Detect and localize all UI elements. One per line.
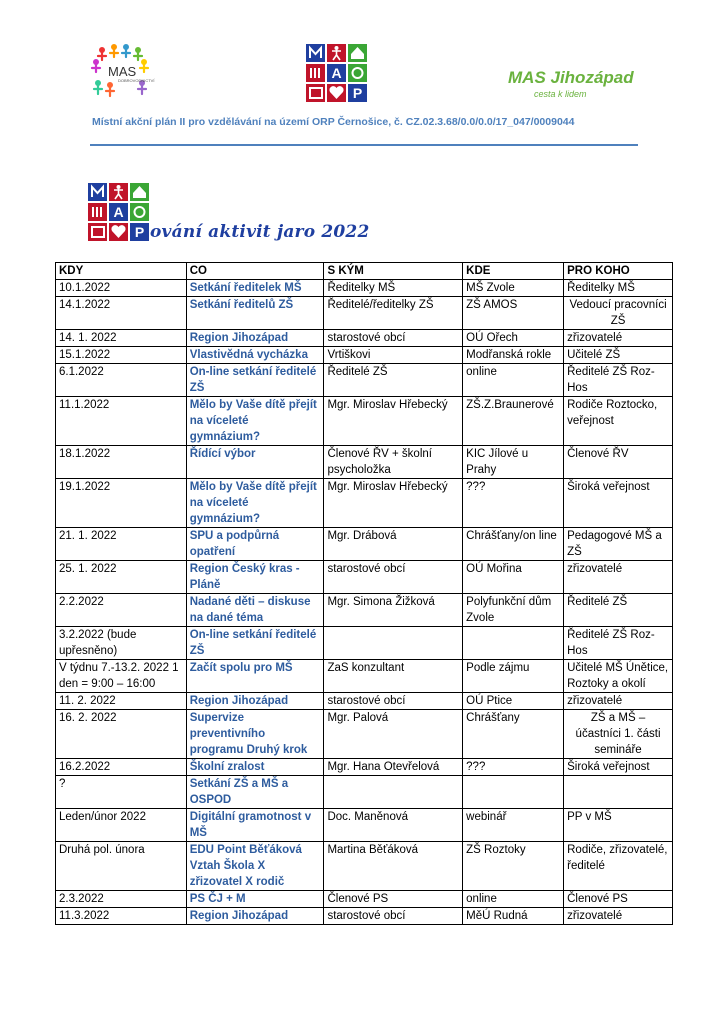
cell-kde: Polyfunkční dům Zvole xyxy=(463,594,564,627)
table-row xyxy=(56,759,673,776)
cell-pro-koho: Ředitelé ZŠ xyxy=(564,594,673,627)
cell-kde: Chrášťany xyxy=(463,710,564,759)
cell-kde xyxy=(463,776,564,809)
cell-pro-koho: PP v MŠ xyxy=(564,809,673,842)
cell-pro-koho: Široká veřejnost xyxy=(564,759,673,776)
cell-kde: OÚ Mořina xyxy=(463,561,564,594)
cell-co: SPU a podpůrná opatření xyxy=(186,528,324,561)
cell-kde: ??? xyxy=(463,479,564,528)
cell-kdy: 10.1.2022 xyxy=(56,280,187,297)
mas-logo-subtitle: DOBROVODNICTVÍ xyxy=(118,78,155,83)
cell-co: Digitální gramotnost v MŠ xyxy=(186,809,324,842)
table-row xyxy=(56,891,673,908)
table-row xyxy=(56,364,673,397)
cell-co: EDU Point Běťáková Vztah Škola X zřizovatel X rodič xyxy=(186,842,324,891)
cell-kde: ZŠ AMOS xyxy=(463,297,564,330)
svg-text:P: P xyxy=(134,224,145,240)
cell-pro-koho: Rodiče, zřizovatelé, ředitelé xyxy=(564,842,673,891)
table-row xyxy=(56,280,673,297)
cell-pro-koho: ZŠ a MŠ – účastníci 1. části semináře xyxy=(564,710,673,759)
table-row xyxy=(56,776,673,809)
cell-kdy: 21. 1. 2022 xyxy=(56,528,187,561)
cell-s-kym xyxy=(324,627,463,660)
cell-pro-koho: Ředitelé ZŠ Roz-Hos xyxy=(564,364,673,397)
map-logo xyxy=(306,44,368,102)
header-rule xyxy=(90,144,638,146)
table-row xyxy=(56,842,673,891)
jihozapad-logo-subtitle: cesta k lidem xyxy=(534,89,587,99)
cell-co: Region Jihozápad xyxy=(186,330,324,347)
jihozapad-logo-text: MAS Jihozápad xyxy=(508,68,634,87)
cell-s-kym: starostové obcí xyxy=(324,908,463,925)
cell-s-kym: Ředitelé ZŠ xyxy=(324,364,463,397)
cell-co: Mělo by Vaše dítě přejít na víceleté gymnázium? xyxy=(186,479,324,528)
cell-kdy: 14.1.2022 xyxy=(56,297,187,330)
table-row xyxy=(56,660,673,693)
cell-kde: webinář xyxy=(463,809,564,842)
svg-text:A: A xyxy=(331,65,342,81)
table-row xyxy=(56,479,673,528)
cell-kdy: 3.2.2022 (bude upřesněno) xyxy=(56,627,187,660)
header-s-kym: S KÝM xyxy=(324,263,463,280)
cell-s-kym: Mgr. Miroslav Hřebecký xyxy=(324,479,463,528)
cell-pro-koho: Členové PS xyxy=(564,891,673,908)
cell-kde: OÚ Ptice xyxy=(463,693,564,710)
cell-s-kym: Mgr. Simona Žižková xyxy=(324,594,463,627)
cell-co: Školní zralost xyxy=(186,759,324,776)
mas-logo-text: MAS xyxy=(108,64,137,79)
cell-kdy: Leden/únor 2022 xyxy=(56,809,187,842)
cell-pro-koho: zřizovatelé xyxy=(564,330,673,347)
mas-logo xyxy=(88,42,154,100)
cell-pro-koho: Učitelé ZŠ xyxy=(564,347,673,364)
cell-s-kym: Mgr. Palová xyxy=(324,710,463,759)
cell-kdy: 18.1.2022 xyxy=(56,446,187,479)
cell-kde: online xyxy=(463,891,564,908)
cell-kdy: 25. 1. 2022 xyxy=(56,561,187,594)
cell-pro-koho: Pedagogové MŠ a ZŠ xyxy=(564,528,673,561)
cell-kdy: 19.1.2022 xyxy=(56,479,187,528)
cell-s-kym: Mgr. Drábová xyxy=(324,528,463,561)
cell-co: Setkání ZŠ a MŠ a OSPOD xyxy=(186,776,324,809)
cell-pro-koho: Rodiče Roztocko, veřejnost xyxy=(564,397,673,446)
table-row xyxy=(56,330,673,347)
cell-co: Řídící výbor xyxy=(186,446,324,479)
cell-s-kym: Mgr. Hana Otevřelová xyxy=(324,759,463,776)
header-pro-koho: PRO KOHO xyxy=(564,263,673,280)
cell-kde: Chrášťany/on line xyxy=(463,528,564,561)
cell-kdy: V týdnu 7.-13.2. 2022 1 den = 9:00 – 16:00 xyxy=(56,660,187,693)
cell-kdy: 11.3.2022 xyxy=(56,908,187,925)
cell-co: Setkání ředitelek MŠ xyxy=(186,280,324,297)
cell-kdy: 2.2.2022 xyxy=(56,594,187,627)
table-row xyxy=(56,347,673,364)
cell-s-kym: starostové obcí xyxy=(324,330,463,347)
cell-kdy: 15.1.2022 xyxy=(56,347,187,364)
cell-s-kym: Ředitelky MŠ xyxy=(324,280,463,297)
header-kdy: KDY xyxy=(56,263,187,280)
cell-pro-koho: Široká veřejnost xyxy=(564,479,673,528)
table-header-row xyxy=(56,263,673,280)
cell-pro-koho: Ředitelé ZŠ Roz-Hos xyxy=(564,627,673,660)
table-row xyxy=(56,908,673,925)
table-row xyxy=(56,446,673,479)
cell-kdy: 16. 2. 2022 xyxy=(56,710,187,759)
cell-kde: OÚ Ořech xyxy=(463,330,564,347)
cell-kdy: 11. 2. 2022 xyxy=(56,693,187,710)
table-row xyxy=(56,397,673,446)
cell-kde: MěÚ Rudná xyxy=(463,908,564,925)
cell-kde: Modřanská rokle xyxy=(463,347,564,364)
activities-table xyxy=(55,262,673,925)
cell-co: PS ČJ + M xyxy=(186,891,324,908)
table-row xyxy=(56,561,673,594)
cell-pro-koho xyxy=(564,776,673,809)
table-row xyxy=(56,528,673,561)
cell-kde: online xyxy=(463,364,564,397)
cell-s-kym: Mgr. Miroslav Hřebecký xyxy=(324,397,463,446)
cell-co: On-line setkání ředitelé ZŠ xyxy=(186,364,324,397)
table-row xyxy=(56,710,673,759)
cell-pro-koho: Učitelé MŠ Únětice, Roztoky a okolí xyxy=(564,660,673,693)
cell-s-kym: Členové PS xyxy=(324,891,463,908)
cell-pro-koho: Ředitelky MŠ xyxy=(564,280,673,297)
cell-s-kym: starostové obcí xyxy=(324,561,463,594)
cell-co: On-line setkání ředitelé ZŠ xyxy=(186,627,324,660)
cell-kdy: 11.1.2022 xyxy=(56,397,187,446)
cell-co: Vlastivědná vycházka xyxy=(186,347,324,364)
cell-co: Začít spolu pro MŠ xyxy=(186,660,324,693)
cell-kdy: 16.2.2022 xyxy=(56,759,187,776)
table-row xyxy=(56,594,673,627)
cell-kdy: 2.3.2022 xyxy=(56,891,187,908)
cell-kdy: 6.1.2022 xyxy=(56,364,187,397)
cell-pro-koho: zřizovatelé xyxy=(564,693,673,710)
cell-kde: MŠ Zvole xyxy=(463,280,564,297)
cell-kde: KIC Jílové u Prahy xyxy=(463,446,564,479)
map-logo-title xyxy=(88,183,150,241)
cell-co: Nadané děti – diskuse na dané téma xyxy=(186,594,324,627)
cell-s-kym: Martina Běťáková xyxy=(324,842,463,891)
cell-kde xyxy=(463,627,564,660)
cell-kde: ZŠ Roztoky xyxy=(463,842,564,891)
mas-jihozapad-logo xyxy=(508,62,634,104)
cell-s-kym: Členové ŘV + školní psycholožka xyxy=(324,446,463,479)
cell-co: Region Český kras - Pláně xyxy=(186,561,324,594)
cell-pro-koho: Členové ŘV xyxy=(564,446,673,479)
cell-co: Setkání ředitelů ZŠ xyxy=(186,297,324,330)
document-title: ování aktivit jaro 2022 xyxy=(150,222,370,242)
svg-text:A: A xyxy=(113,204,124,220)
header-text: Místní akční plán II pro vzdělávání na území ORP Černošice, č. CZ.02.3.68/0.0/0.0/17_047/0009044 xyxy=(92,116,575,128)
table-row xyxy=(56,809,673,842)
cell-s-kym: Doc. Maněnová xyxy=(324,809,463,842)
cell-kdy: 14. 1. 2022 xyxy=(56,330,187,347)
table-row xyxy=(56,627,673,660)
header-kde: KDE xyxy=(463,263,564,280)
cell-pro-koho: Vedoucí pracovníci ZŠ xyxy=(564,297,673,330)
table-row xyxy=(56,297,673,330)
cell-kde: Podle zájmu xyxy=(463,660,564,693)
header-co: CO xyxy=(186,263,324,280)
cell-co: Mělo by Vaše dítě přejít na víceleté gymnázium? xyxy=(186,397,324,446)
cell-s-kym xyxy=(324,776,463,809)
table-row xyxy=(56,693,673,710)
cell-pro-koho: zřizovatelé xyxy=(564,561,673,594)
cell-kde: ZŠ.Z.Braunerové xyxy=(463,397,564,446)
cell-s-kym: ZaS konzultant xyxy=(324,660,463,693)
cell-s-kym: Ředitelé/ředitelky ZŠ xyxy=(324,297,463,330)
cell-kdy: ? xyxy=(56,776,187,809)
cell-co: Region Jihozápad xyxy=(186,693,324,710)
cell-co: Supervize preventivního programu Druhý krok xyxy=(186,710,324,759)
cell-pro-koho: zřizovatelé xyxy=(564,908,673,925)
cell-co: Region Jihozápad xyxy=(186,908,324,925)
cell-kde: ??? xyxy=(463,759,564,776)
cell-s-kym: Vrtiškovi xyxy=(324,347,463,364)
cell-kdy: Druhá pol. února xyxy=(56,842,187,891)
cell-s-kym: starostové obcí xyxy=(324,693,463,710)
svg-text:P: P xyxy=(352,85,363,101)
